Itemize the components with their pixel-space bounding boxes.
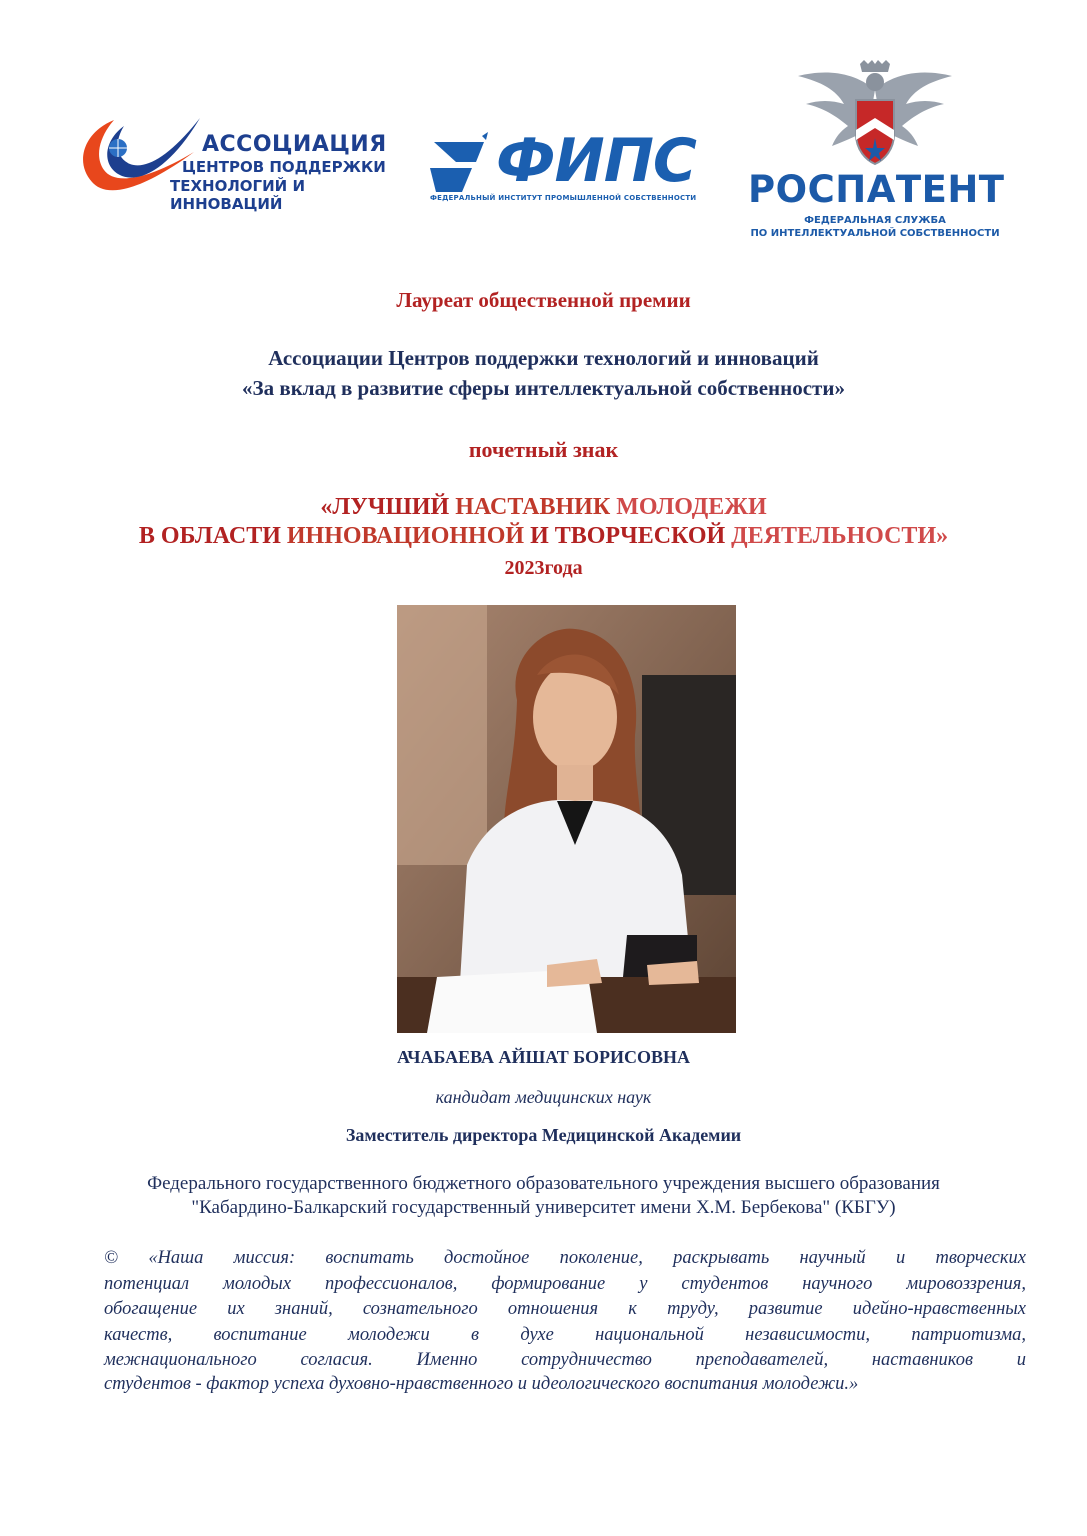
laureate-heading: Лауреат общественной премии xyxy=(396,288,691,312)
eagle-emblem-icon xyxy=(792,60,958,170)
award-title-line-2 xyxy=(0,523,1087,550)
award-title-line-1 xyxy=(0,494,1087,521)
award-year: 2023года xyxy=(504,557,583,579)
award-title-part: В ОБЛАСТИ xyxy=(138,523,287,549)
honorary-badge-label: почетный знак xyxy=(468,437,619,462)
mission-line: качеств, воспитание молодежи в духе национальной независимости, патриотизма, xyxy=(104,1324,1026,1345)
fips-subtitle: ФЕДЕРАЛЬНЫЙ ИНСТИТУТ ПРОМЫШЛЕННОЙ СОБСТВЕННОСТИ xyxy=(430,194,697,202)
award-title-part: НАСТАВНИК xyxy=(455,494,617,520)
acti-logo-line3: ТЕХНОЛОГИЙ И ИННОВАЦИЙ xyxy=(170,177,305,213)
mission-line: межнационального согласия. Именно сотрудничество преподавателей, наставников и xyxy=(104,1350,1026,1371)
rospatent-wordmark: РОСПАТЕНТ xyxy=(748,168,1005,211)
person-name: АЧАБАЕВА АЙШАТ БОРИСОВНА xyxy=(397,1047,690,1067)
award-title-part: И ТВОРЧЕСКОЙ xyxy=(530,523,732,549)
portrait-photo xyxy=(397,605,736,1033)
mission-line-last: студентов - фактор успеха духовно-нравственного и идеологического воспитания молодежи.» xyxy=(104,1374,859,1394)
institution-line-1: Федерального государственного бюджетного образовательного учреждения высшего образования xyxy=(147,1173,940,1194)
award-title-part: ИННОВАЦИОННОЙ xyxy=(286,523,531,549)
acti-logo-line1: АССОЦИАЦИЯ xyxy=(202,132,387,157)
award-title-part: ДЕЯТЕЛЬНОСТИ» xyxy=(731,523,949,549)
award-title-part: МОЛОДЕЖИ xyxy=(616,494,767,520)
mission-line: потенциал молодых профессионалов, формирование у студентов научного мировоззрения, xyxy=(104,1273,1026,1294)
institution-line-2: "Кабардино-Балкарский государственный университет имени Х.М. Бербекова" (КБГУ) xyxy=(191,1197,896,1218)
fips-mark-icon xyxy=(426,132,506,196)
mission-line: обогащение их знаний, сознательного отношения к труду, развитие идейно-нравственных xyxy=(104,1299,1026,1320)
acti-logo xyxy=(74,112,404,213)
association-line-1: Ассоциации Центров поддержки технологий и инноваций xyxy=(268,346,819,370)
rospatent-subtitle-1: ФЕДЕРАЛЬНАЯ СЛУЖБА xyxy=(804,215,946,226)
mission-line: © «Наша миссия: воспитать достойное поколение, раскрывать научный и творческих xyxy=(104,1248,1026,1268)
person-position: Заместитель директора Медицинской Академии xyxy=(345,1125,742,1145)
fips-logo xyxy=(426,120,696,208)
person-degree: кандидат медицинских наук xyxy=(435,1087,652,1107)
portrait-illustration xyxy=(397,605,736,1033)
acti-logo-line2: ЦЕНТРОВ ПОДДЕРЖКИ xyxy=(182,158,386,176)
fips-wordmark: ФИПС xyxy=(496,126,696,196)
mission-statement xyxy=(104,1246,1026,1374)
association-line-2: «За вклад в развитие сферы интеллектуальной собственности» xyxy=(242,376,845,400)
award-title-part: «ЛУЧШИЙ xyxy=(320,494,456,520)
rospatent-subtitle-2: ПО ИНТЕЛЛЕКТУАЛЬНОЙ СОБСТВЕННОСТИ xyxy=(750,228,1000,239)
rospatent-logo xyxy=(748,60,1005,239)
